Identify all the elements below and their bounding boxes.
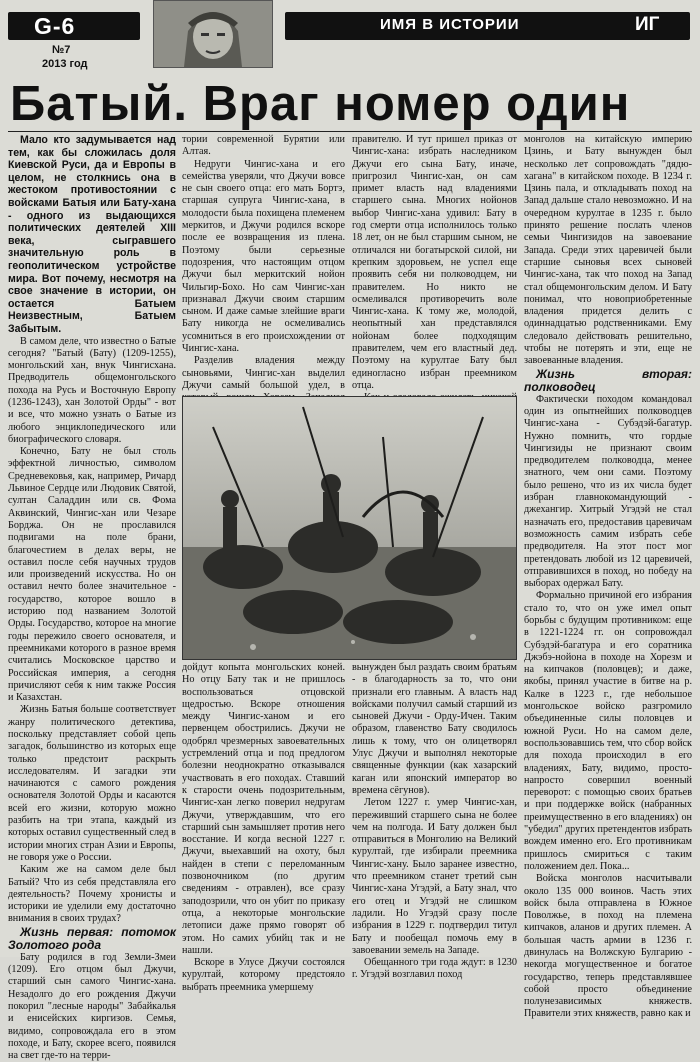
paragraph: В самом деле, что известно о Батые сегодня? "Батый (Бату) (1209-1255), монгольский хан, внук Чингисхана. Предводитель общемонгольского похода на Русь и Восточную Европу (1236-1243), хан Золотой Орды" - вот и все, что можно узнать о Батые из любого энциклопедического или биографического словаря. — [8, 335, 176, 445]
column-3-bottom — [352, 662, 517, 981]
paragraph: монголов на китайскую империю Цзинь, и Бату вынужден был несколько лет сопровождать "дядю-хагана" в китайском походе. В 1234 г. Цзинь пала, и откладывать поход на Запад дальше стало невозможно. И на очередном курултае в 1235 г. было принято решение послать членов семьи Чингизидов на завоевание Запада. Среди этих царевичей были старшие сыновья всех сыновей Чингис-хана, так что поход на Запад стал общемонгольским делом. И Бату понимал, что новоприобретенные владения придется делить с одиннадцатью родственниками. Ему следовало действовать решительно, чтобы не потерять и эти, еще не завоеванные владения. — [524, 134, 692, 367]
rubric-title: ИМЯ В ИСТОРИИ — [380, 16, 520, 33]
column-2-bottom — [182, 662, 345, 993]
headline-rule — [8, 131, 692, 132]
column-1 — [8, 134, 176, 1062]
paragraph: Вскоре в Улусе Джучи состоялся курултай, которому предстояло выбрать преемника умершему — [182, 957, 345, 993]
paragraph: Недруги Чингис-хана и его семейства уверяли, что Джучи вовсе не сын своего отца: его мать Бортэ, старшая супруга Чингис-хана, в молодости была похищена племенем меркитов, и Джучи родился вскоре после ее возвращения из плена. Поэтому были серьезные подозрения, что настоящим отцом Джучи был меркитский нойон Чильгир-Бохо. Но сам Чингис-хан признавал Джучи своим старшим сыном. И даже самые злейшие враги Бату никогда не осмеливались усомниться в его происхождении от Чингис-хана. — [182, 158, 345, 355]
paragraph: Бату родился в год Земли-Змеи (1209). Его отцом был Джучи, старший сын самого Чингис-хана. Незадолго до его рождения Джучи покорил "лесные народы" Забайкалья и енисейских киргизов. Семья, видимо, сопровождала его в этом походе, и Бату, скорее всего, появился на свет где-то на терри- — [8, 951, 176, 1062]
paragraph: Летом 1227 г. умер Чингис-хан, переживший старшего сына не более чем на полгода. И Бату должен был отправиться в Монголию на Великий курултай, где избирали преемника Чингис-хану. Было заранее известно, что преемником станет третий сын Чингис-хана Угэдэй, а Бату знал, что его отец и Угэдэй не слишком ладили. Но Угэдэй сразу после избрания в 1229 г. подтвердил титул Бату и пообещал помочь ему в завоевании земель на Западе. — [352, 797, 517, 956]
section-heading: Жизнь первая: потомок Золотого рода — [8, 924, 176, 952]
page-code: G-6 — [34, 13, 76, 39]
column-3 — [352, 134, 517, 392]
paragraph: тории современной Бурятии или Алтая. — [182, 134, 345, 158]
paragraph: Фактически походом командовал один из опытнейших полководцев Чингис-хана - Субэдэй-багатур. Нужно помнить, что гордые Чингизиды не признают своим предводителем полководца, менее знатного, чем они сами. Поэтому было решено, что из их числа будет избран главнокомандующий - джехангир. Хитрый Угэдэй не стал назначать его, предоставив царевичам возможность самим избрать себе предводителя. На этот пост мог претендовать любой из 12 царевичей, отправившихся в поход, но победу на выборах одержал Бату. — [524, 393, 692, 590]
article-headline: Батый. Враг номер один — [10, 77, 631, 131]
column-2 — [182, 134, 345, 392]
section-heading: Жизнь вторая: полководец — [524, 366, 692, 394]
paper-abbrev: ИГ — [635, 14, 660, 35]
issue-year: 2013 год — [42, 58, 88, 70]
article-lead: Мало кто задумывается над тем, как бы сложилась доля Киевской Руси, да и Европы в целом, не столкнись она в жестоком противостоянии с войсками Батыя или Бату-хана - одного из выдающихся политических деятелей XIII века, сыгравшего значительную роль в геополитическом устройстве мира. Вот почему, несмотря на свое значение в истории, он остается Батыем Неизвестным, Батыем Забытым. — [8, 134, 176, 335]
paragraph: правителю. И тут пришел приказ от Чингис-хана: избрать наследником Джучи его сына Бату, иначе, пригрозил Чингис-хан, он сам примет власть над владениями старшего сына. Многих нойонов выбор Чингис-хана удивил: Бату в год смерти отца исполнилось только 18 лет, он не был старшим сыном, не отличался ни богатырской силой, ни крепким здоровьем, не успел еще проявить себя ни полководцем, ни правителем. Но никто не осмеливался противоречить воле Чингис-хана. К тому же, молодой, неопытный хан представлялся нойонам более подходящим правителем, чем его властный дед. Поэтому на курултае Бату был единогласно избран преемником отца. — [352, 134, 517, 391]
issue-number: №7 — [52, 44, 71, 56]
paragraph: Обещанного три года ждут: в 1230 г. Угэдэй возглавил поход — [352, 957, 517, 981]
paragraph: Конечно, Бату не был столь эффектной личностью, символом Средневековья, как, например, Ричард Львиное Сердце или Людовик Святой, султан Саладдин или св. Фома Аквинский, Чингис-хан или Чезаре Борджа. Он не прославился подвигами на поле брани, благочестием в делах веры, не оставил после себя научных трудов или произведений искусства. Но он оставил нечто более значительное - государство, которое вошло в историю под названием Золотой Орды. Государство, которое на многие годы пережило своего основателя, и преемниками которого в разное время считались Московское царство и Российская империя, а сегодня причисляют себя к ним также Россия и Казахстан. — [8, 446, 176, 704]
paragraph: Войска монголов насчитывали около 135 000 воинов. Часть этих войск была отправлена в Южное Поволжье, в поход на племена кипчаков, аланов и других племен. А большая часть армии в 1236 г. двинулась на Волжскую Булгарию - некогда могущественное и богатое государство, теперь представлявшее собой просто объединение полунезависимых княжеств. Правители этих княжеств, равно как и — [524, 873, 692, 1020]
paragraph: Каким же на самом деле был Батый? Что из себя представляла его деятельность? Почему хронисты и историки ие уделили ему достаточно внимания в своих трудах? — [8, 864, 176, 925]
portrait-image — [153, 0, 273, 68]
paragraph: дойдут копыта монгольских коней. Но отцу Бату так и не пришлось воспользоваться отцовской щедростью. Вскоре отношения между Чингис-ханом и его первенцем обострились. Джучи не одобрял чрезмерных завоевательных устремлений отца и под предлогом болезни неоднократно отказывался участвовать в его походах. Ставший к старости очень подозрительным, Чингис-хан легко поверил недругам Джучи, утверждавшим, что его старший сын замышляет против него восстание. И когда весной 1227 г. Джучи, выехавший на охоту, был найден в степи с переломанным позвоночником (по другим сведениям - отравлен), все сразу заподозрили, что он убит по приказу отца, а некоторые монгольские летописи даже прямо говорят об этом. Но самих убийц так и не нашли. — [182, 662, 345, 956]
paragraph: вынужден был раздать своим братьям - в благодарность за то, что они признали его главным. А власть над войсками получил самый старший из сыновей Джучи - Орду-Ичен. Таким образом, главенство Бату сводилось лишь к тому, что он олицетворял Улус Джучи и выполнял некоторые священные функции (как хазарский каган или японский император во времена сёгунов). — [352, 662, 517, 796]
paragraph: Жизнь Батыя больше соответствует жанру политического детектива, поскольку представляет собой цепь загадок, большинство из которых еще только предстоит раскрыть исследователям. И загадки эти начинаются с самого рождения основателя Золотой Орды и касаются всей его жизни, которую можно разбить на три этапа, каждый из которых оставил существенный след в истории многих стран Азии и Европы, не говоря уже о России. — [8, 704, 176, 863]
paragraph: Разделив владения между сыновьями, Чингис-хан выделил Джучи самый большой удел, в — [182, 355, 345, 391]
battle-illustration — [182, 396, 517, 660]
column-4 — [524, 134, 693, 1020]
paragraph: Формально причиной его избрания стало то, что он уже имел опыт борьбы с будущим противником: еще в 1221-1224 гг. он сопровождал Субэдэй-багатура и его соратника Джэбэ-нойона в походе на Хорезм и на кипчаков (половцев); и даже, якобы, принял участие в битве на р. Калке в 1223 г., где небольшое монгольское войско разгромило объединенные силы половцев и южной Руси. Но на самом деле, воспользовавшись тем, что сбор войск для похода происходил в его владениях, Бату, видимо, просто-напросто совершил военный переворот: с помощью своих братьев и при поддержке войск (набранных преимущественно в его владениях) он "убедил" других претендентов избрать вождем именно его. Его противникам пришлось смириться с таким положением дел. Пока... — [524, 590, 693, 872]
